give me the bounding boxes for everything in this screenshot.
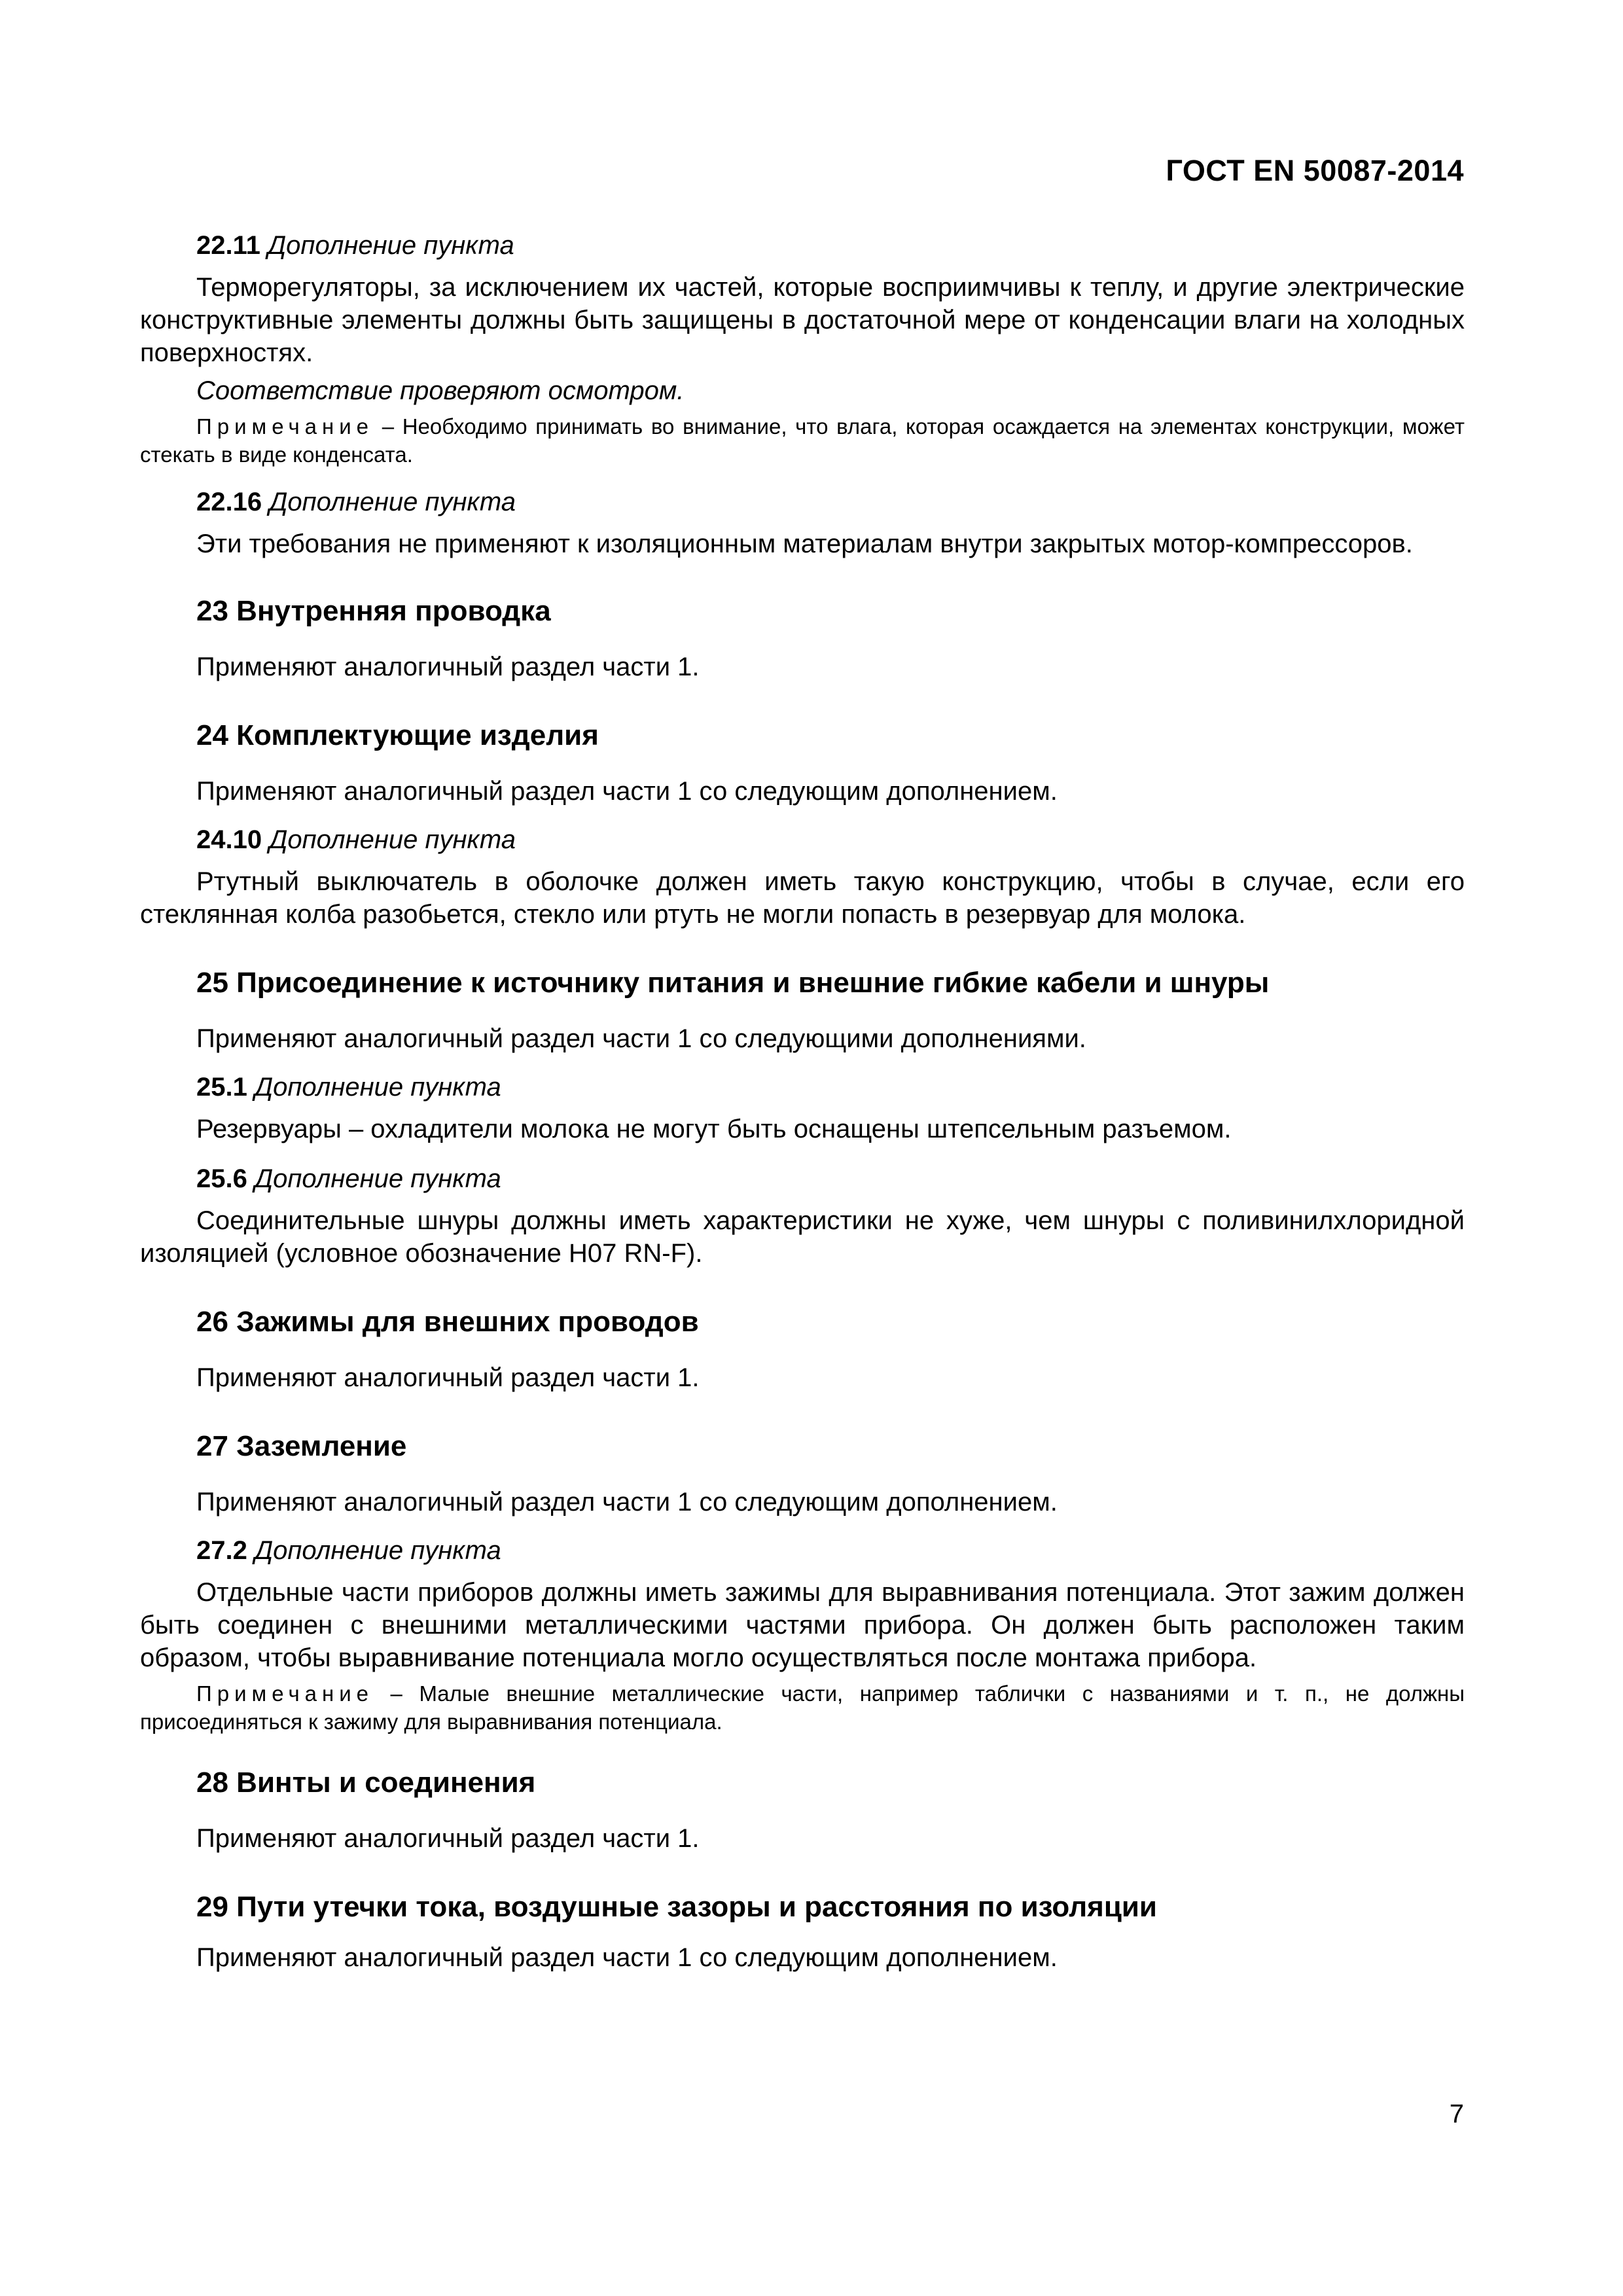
section-29-heading: 29 Пути утечки тока, воздушные зазоры и расстояния по изоляции — [196, 1891, 1157, 1923]
clause-27-2-text: Отдельные части приборов должны иметь зажимы для выравнивания потенциала. Этот зажим должен быть соединен с внешними металлическими частями прибора. Он должен быть расположен таким образом, чтобы выравнивание потенциала могло осуществляться после монтажа прибора. — [140, 1578, 1465, 1672]
section-26-text: Применяют аналогичный раздел части 1. — [196, 1363, 700, 1392]
note-27-2 — [140, 1679, 1465, 1736]
clause-22-16-text: Эти требования не применяют к изоляционным материалам внутри закрытых мотор-компрессоров. — [196, 529, 1413, 558]
page-number: 7 — [1449, 2100, 1464, 2128]
section-28-text: Применяют аналогичный раздел части 1. — [196, 1824, 700, 1853]
page-content — [140, 229, 1465, 1974]
clause-24-10-text: Ртутный выключатель в оболочке должен иметь такую конструкцию, чтобы в случае, если его стеклянная колба разобьется, стекло или ртуть не могли попасть в резервуар для молока. — [140, 867, 1465, 929]
note-label: Примечание — [196, 1681, 374, 1706]
section-27-heading: 27 Заземление — [196, 1430, 407, 1462]
clause-number: 25.1 — [196, 1073, 247, 1102]
clause-22-16-heading — [140, 486, 1465, 518]
clause-25-1-text: Резервуары – охладители молока не могут быть оснащены штепсельным разъемом. — [196, 1115, 1232, 1143]
clause-number: 25.6 — [196, 1164, 247, 1193]
clause-number: 24.10 — [196, 825, 262, 854]
note-label: Примечание — [196, 414, 374, 439]
clause-label: Дополнение пункта — [254, 1164, 501, 1193]
section-25-heading: 25 Присоединение к источнику питания и внешние гибкие кабели и шнуры — [196, 967, 1270, 999]
section-26-heading: 26 Зажимы для внешних проводов — [196, 1306, 699, 1338]
clause-label: Дополнение пункта — [269, 825, 516, 854]
clause-label: Дополнение пункта — [269, 488, 516, 516]
clause-27-2-heading — [140, 1534, 1465, 1567]
section-23-heading: 23 Внутренняя проводка — [196, 595, 551, 627]
clause-22-11-compliance: Соответствие проверяют осмотром. — [196, 376, 685, 405]
note-text: – Малые внешние металлические части, например таблички с названиями и т. п., не должны присоединяться к зажиму для выравнивания потенциала. — [140, 1681, 1465, 1734]
clause-label: Дополнение пункта — [254, 1536, 501, 1565]
clause-number: 22.11 — [196, 231, 260, 260]
clause-number: 27.2 — [196, 1536, 247, 1565]
section-25-text: Применяют аналогичный раздел части 1 со следующими дополнениями. — [196, 1024, 1086, 1053]
section-24-heading: 24 Комплектующие изделия — [196, 719, 599, 751]
clause-25-1-heading — [140, 1071, 1465, 1103]
clause-label: Дополнение пункта — [268, 231, 514, 260]
note-22-11 — [140, 412, 1465, 469]
section-24-text: Применяют аналогичный раздел части 1 со следующим дополнением. — [196, 777, 1058, 806]
standard-id-header: ГОСТ EN 50087-2014 — [1166, 154, 1464, 187]
clause-24-10-heading — [140, 823, 1465, 856]
section-28-heading: 28 Винты и соединения — [196, 1767, 536, 1799]
clause-22-11-heading — [140, 229, 1465, 262]
clause-22-11-text: Терморегуляторы, за исключением их частей, которые восприимчивы к теплу, и другие электрические конструктивные элементы должны быть защищены в достаточной мере от конденсации влаги на холодных поверхностях. — [140, 273, 1465, 367]
clause-number: 22.16 — [196, 488, 262, 516]
section-27-text: Применяют аналогичный раздел части 1 со следующим дополнением. — [196, 1488, 1058, 1516]
clause-25-6-heading — [140, 1162, 1465, 1195]
clause-label: Дополнение пункта — [254, 1073, 501, 1102]
clause-25-6-text: Соединительные шнуры должны иметь характеристики не хуже, чем шнуры с поливинилхлоридной изоляцией (условное обозначение H07 RN-F). — [140, 1206, 1465, 1268]
section-23-text: Применяют аналогичный раздел части 1. — [196, 653, 700, 681]
note-text: – Необходимо принимать во внимание, что влага, которая осаждается на элементах конструкции, может стекать в виде конденсата. — [140, 414, 1465, 467]
section-29-text: Применяют аналогичный раздел части 1 со следующим дополнением. — [196, 1943, 1058, 1972]
